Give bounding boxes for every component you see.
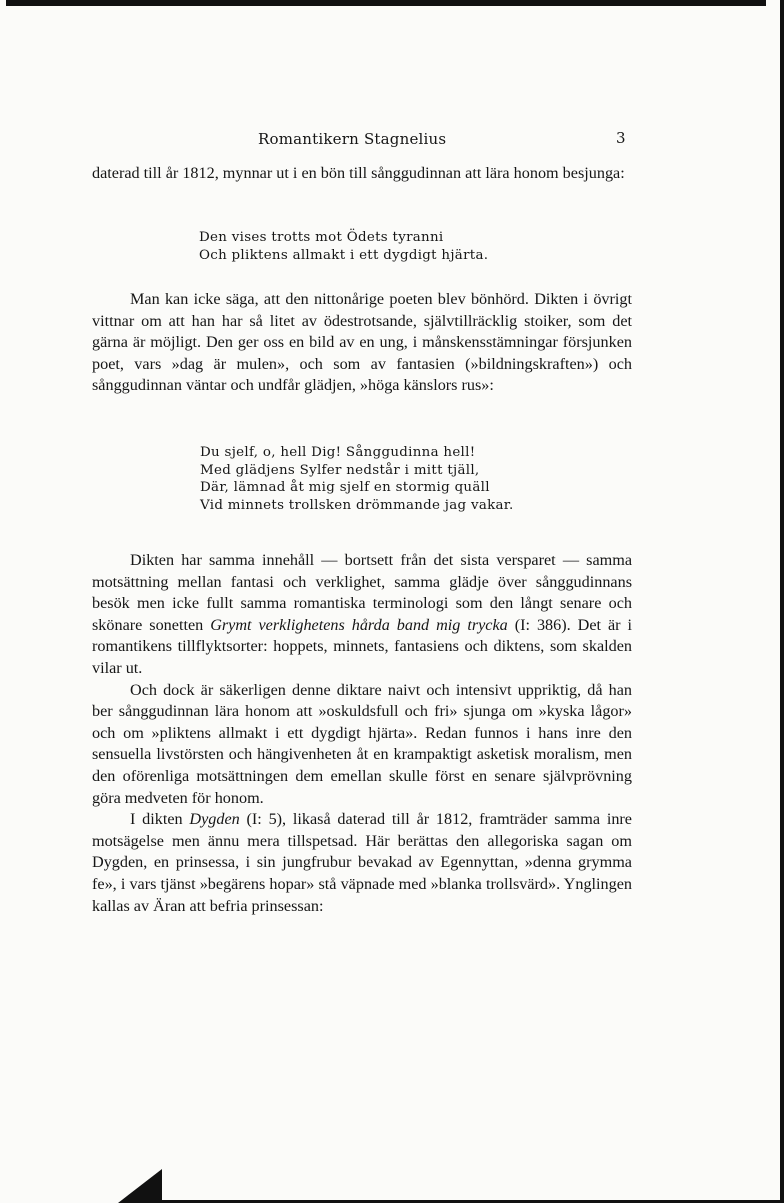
paragraph-5-text: I dikten <box>130 810 190 829</box>
scan-edge-right <box>780 0 784 1203</box>
paragraph-5 <box>92 809 632 917</box>
verse-quote-2 <box>200 444 514 514</box>
verse-quote-1 <box>199 229 488 264</box>
paragraph-5-text-end: (I: 5), likaså daterad till år 1812, framträder samma inre motsägelse men ännu mera tillspetsad. Här berättas den allegoriska sagan om Dygden, en prinsessa, i sin jungfrubur bevakad av Egennyttan, »denna grymma fe», i vars tjänst »begärens hopar» stå väpnade med »blanka trollsvärd». Ynglingen kallas av Äran att befria prinsessan: <box>92 810 632 915</box>
verse-line: Vid minnets trollsken drömmande jag vakar. <box>200 497 514 513</box>
text-line: självtillräcklig stoiker, som det gärna är möjligt. Den ger oss en <box>92 311 632 352</box>
verse-line: Och pliktens allmakt i ett dygdigt hjärta. <box>199 247 489 263</box>
paragraph-4: Och dock är säkerligen denne diktare naivt och intensivt uppriktig, då han ber sånggudinnan lära honom att »oskuldsfull och fri» sjunga om »kyska lågor» och om »pliktens allmakt i ett dygdigt hjärta». Redan funnos i hans inre den sensuella livstörsten och hängivenheten åt en krampaktigt asketisk moralism, men den oförenliga motsättningen dem emellan skulle först en senare självprövning göra medveten för honom. <box>92 680 632 807</box>
text-line: Man kan icke säga, att den nittonårige poeten blev bönhörd. <box>130 290 535 308</box>
poem-title: Grymt verklighetens hårda band mig trycka <box>210 615 508 634</box>
paragraph-1-text <box>92 163 632 185</box>
verse-line: Du sjelf, o, hell Dig! Sånggudinna hell! <box>200 445 476 460</box>
verse-line: Den vises trotts mot Ödets tyranni <box>199 230 444 245</box>
text-line: daterad till år 1812, mynnar ut i en bön till sånggudinnan att lära <box>92 164 514 182</box>
text-line: honom besjunga: <box>513 164 625 182</box>
running-title: Romantikern Stagnelius <box>258 130 447 148</box>
text-line: mulen», och som av fantasien (»bildningskraften») och sånggudinnan <box>92 354 632 395</box>
text-line: väntar och undfår glädjen, »höga känslors rus»: <box>185 376 494 395</box>
scan-corner-mark <box>118 1169 162 1203</box>
paragraph-2-text <box>92 289 632 397</box>
paragraph-2 <box>92 289 632 397</box>
scan-edge-top <box>6 0 766 6</box>
paragraph-1 <box>92 163 632 185</box>
paragraph-3 <box>92 550 632 680</box>
page-number: 3 <box>616 129 626 147</box>
poem-title: Dygden <box>189 810 240 829</box>
paragraph-3-text-end: (I: 386). Det är i romantikens tillflyktsorter: hoppets, minnets, fantasiens och diktens, som skalden vilar ut. <box>92 615 632 677</box>
body-continuation <box>92 550 632 917</box>
text-line: bild av en ung, i månskensstämningar försjunken poet, vars »dag är <box>92 333 632 373</box>
verse-line: Med glädjens Sylfer nedstår i mitt tjäll, <box>200 462 480 478</box>
text-line: Dikten i övrigt vittnar om att han har så litet av ödestrotsande, <box>92 290 632 330</box>
verse-line: Där, lämnad åt mig sjelf en stormig quäll <box>200 480 490 495</box>
paragraph-3-text: Dikten har samma innehåll — bortsett från det sista versparet — samma motsättning mellan fantasi och verklighet, samma glädje över sånggudinnans besök men icke fullt samma romantiska terminologi som den långt senare och skönare sonetten <box>92 551 632 634</box>
